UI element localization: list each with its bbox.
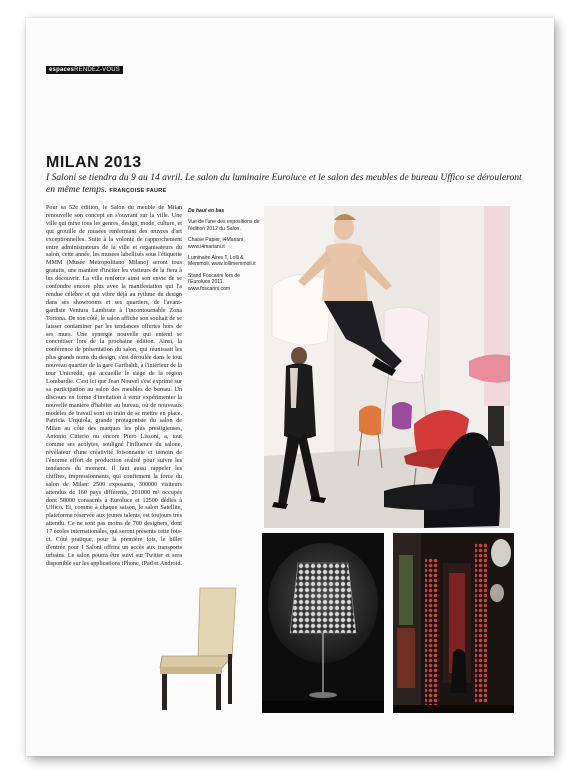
caption-3: Luminaire Aires T, Lolli & Memmoli, www.lollimemmoli.it bbox=[188, 255, 256, 268]
section-tag bbox=[46, 66, 123, 74]
article-title: MILAN 2013 bbox=[46, 154, 142, 171]
author-name: FRANÇOISE FAURE bbox=[109, 188, 167, 194]
caption-2: Chaise Papier, i4Mariani, www.i4mariani.it bbox=[188, 237, 245, 250]
photo-stand bbox=[393, 533, 514, 713]
caption-1: Vue de l'une des expositions de l'édition 2012 du Salon. bbox=[188, 219, 260, 232]
photo-exhibition bbox=[264, 206, 510, 528]
photo-lamp bbox=[262, 533, 384, 713]
section-tag-bold: espaces bbox=[49, 67, 75, 73]
section-tag-rest: RENDEZ-VOUS bbox=[74, 67, 120, 73]
captions-heading: De haut en bas bbox=[188, 208, 225, 214]
caption-4: Stand Foscarini lors de l'Euroluce 2011. www.foscarini.com bbox=[188, 272, 241, 292]
article-subtitle bbox=[46, 172, 526, 197]
magazine-page bbox=[26, 18, 554, 756]
subtitle-text: I Saloni se tiendra du 9 au 14 avril. Le salon du luminaire Euroluce et le salon des meubles de bureau Uffico se dérouleront en même temps. bbox=[46, 172, 522, 195]
article-body: Pour sa 52e édition, le Salon du meuble de Milan renouvelle son concept en s'ouvrant sur la ville. Une ville qui mixe tous les genres, design, mode, culture, et qui grouille de musées renfermant des œuvres d'art exceptionnelles. Suite à la volonté de rapprochement entre administrateurs de la ville et organisateurs du salon, cette année, les musées labellisés sous l'étiquette MMM (Musée Metropolitano Milano) seront tous gratuits, une manière d'inciter les visiteurs de la fiera à les découvrir. La ville renforce ainsi son envie de se confondre encore plus avec la manifestation qui l'a rendue célèbre et qui vibre déjà au rythme du design dans ses showrooms et ses quartiers, de l'avant-gardiste Ventura Lambrate à l'incontournable Zona Tortona. De son côté, le salon affiche son souhait de se laisser contaminer par les tendances offertes hors de ses murs. Une synergie nouvelle qui entend se concrétiser lors de la prochaine édition. Ainsi, la conférence de présentation du salon, qui réunissait les plus grands noms du design, s'est déroulée dans le tout nouveau quartier de la gare Garibaldi, à l'intérieur de la tour Unicredit, qui accueille le siège de la région Lombardie. C'est ici que Jean Nouvel s'est exprimé sur sa participation au salon des meubles de bureau. Un discours en forme d'invitation à venir expérimenter la nouvelle manière d'habiter au bureau, où de nouveaux modèles de travail sont en train de se mettre en place. Patricia Urquiola, grande protagoniste du salon de Milan au côté des marques les plus prestigieuses, Antonio Citterio ou encore Piero Lissoni, a, tout comme ses acolytes, souligné l'influence du salone, révélateur d'une créativité foisonnante et témoin de l'énorme effort de production réalisé pour suivre les tendances du moment. Il faut aussi rappeler les chiffres, impressionnants, qui confirment la force du salon de Milan: 2500 exposants, 300000 visiteurs attendus de 160 pays différents, 201000 m² occupés dont 58000 consacrés à Euroluce et 12500 dédiés à Uffico. Et, comme à chaque saison, le salon Satellite, plateforme réservée aux jeunes talents, est toujours très attendu. Ce ne sont pas moins de 700 designers, dont 17 écoles internationales, qui seront présents cette fois-ci. Côté pratique, pour la première fois, le billet d'entrée pour I Saloni offrira un accès aux transports urbains. Le salon pourra être suivi sur Twitter et sera disponible sur les applications iPhone, iPad et Android. bbox=[46, 205, 182, 567]
photo-captions bbox=[188, 208, 262, 297]
photo-chair bbox=[142, 584, 246, 714]
